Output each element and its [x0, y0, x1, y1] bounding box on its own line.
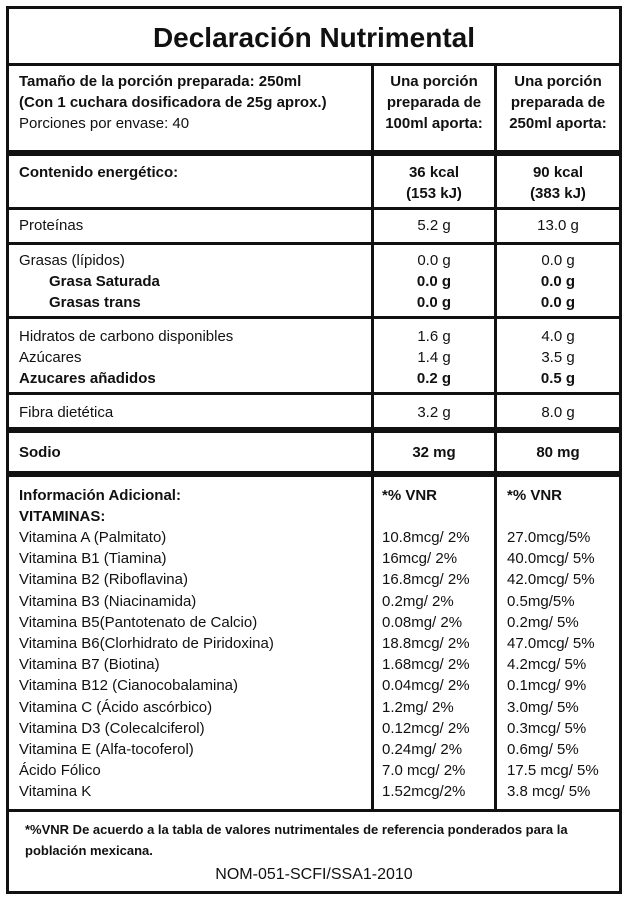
- vitamin-col1: 18.8mcg/ 2%: [382, 635, 470, 652]
- divider: [9, 427, 619, 433]
- sugars-col2: 3.5 g: [541, 349, 575, 366]
- vitamin-label: Vitamina B6(Clorhidrato de Piridoxina): [19, 635, 274, 652]
- protein-col2: 13.0 g: [537, 217, 579, 234]
- added-sugars-col1: 0.2 g: [416, 370, 452, 387]
- trans-fat-col1: 0.0 g: [416, 294, 452, 311]
- carbs-col1: 1.6 g: [417, 328, 451, 345]
- vitamin-label: Vitamina B7 (Biotina): [19, 656, 160, 673]
- vitamin-label: Vitamina K: [19, 783, 92, 800]
- vitamin-label: Vitamina E (Alfa-tocoferol): [19, 741, 194, 758]
- serving-size: Tamaño de la porción preparada: 250ml: [19, 73, 302, 90]
- vitamin-col1: 1.52mcg/2%: [382, 783, 466, 800]
- vitamin-col2: 17.5 mcg/ 5%: [507, 762, 599, 779]
- vitamin-col1: 1.2mg/ 2%: [382, 699, 454, 716]
- divider: [9, 471, 619, 477]
- vitamin-label: Vitamina A (Palmitato): [19, 529, 167, 546]
- vnr-col2-header: *% VNR: [507, 487, 563, 504]
- serving-note: (Con 1 cuchara dosificadora de 25g aprox.): [19, 94, 327, 111]
- vitamin-col1: 0.12mcg/ 2%: [382, 720, 470, 737]
- vitamin-label: Ácido Fólico: [19, 762, 101, 779]
- vitamin-label: Vitamina B12 (Cianocobalamina): [19, 677, 239, 694]
- sodium-col1: 32 mg: [412, 444, 456, 461]
- sugars-col1: 1.4 g: [417, 349, 451, 366]
- energy-col2-kcal: 90 kcal: [532, 164, 584, 181]
- fiber-col1: 3.2 g: [417, 404, 451, 421]
- energy-label: Contenido energético:: [19, 164, 179, 181]
- vitamin-col1: 0.24mg/ 2%: [382, 741, 463, 758]
- trans-fat-label: Grasas trans: [49, 294, 141, 311]
- vitamin-col1: 16mcg/ 2%: [382, 550, 458, 567]
- vitamin-col2: 42.0mcg/ 5%: [507, 571, 595, 588]
- vitamin-col2: 27.0mcg/5%: [507, 529, 591, 546]
- vitamin-col2: 0.1mcg/ 9%: [507, 677, 587, 694]
- protein-label: Proteínas: [19, 217, 84, 234]
- vitamin-col1: 10.8mcg/ 2%: [382, 529, 470, 546]
- vitamin-label: Vitamina B5(Pantotenato de Calcio): [19, 614, 258, 631]
- divider: [9, 242, 619, 245]
- sodium-col2: 80 mg: [536, 444, 580, 461]
- divider: [9, 150, 619, 156]
- vitamin-label: Vitamina B2 (Riboflavina): [19, 571, 188, 588]
- vnr-col1-header: *% VNR: [382, 487, 438, 504]
- trans-fat-col2: 0.0 g: [540, 294, 576, 311]
- vitamin-col1: 0.04mcg/ 2%: [382, 677, 470, 694]
- saturated-fat-col1: 0.0 g: [416, 273, 452, 290]
- vitamin-col2: 47.0mcg/ 5%: [507, 635, 595, 652]
- sugars-label: Azúcares: [19, 349, 82, 366]
- vitamin-col1: 0.2mg/ 2%: [382, 593, 454, 610]
- saturated-fat-label: Grasa Saturada: [49, 273, 160, 290]
- vitamin-label: Vitamina B3 (Niacinamida): [19, 593, 197, 610]
- energy-col2-kj: (383 kJ): [530, 185, 586, 202]
- vitamin-col2: 4.2mcg/ 5%: [507, 656, 587, 673]
- energy-col1-kj: (153 kJ): [406, 185, 462, 202]
- vitamins-label: VITAMINAS:: [19, 508, 106, 525]
- fiber-col2: 8.0 g: [541, 404, 575, 421]
- vitamin-col1: 16.8mcg/ 2%: [382, 571, 470, 588]
- col1-header-line2: preparada de: [386, 94, 482, 111]
- fat-label: Grasas (lípidos): [19, 252, 125, 269]
- col1-header-line1: Una porción: [390, 73, 478, 90]
- standard-reference: NOM-051-SCFI/SSA1-2010: [215, 866, 413, 883]
- sodium-label: Sodio: [19, 444, 61, 461]
- vitamin-col2: 0.6mg/ 5%: [507, 741, 579, 758]
- vitamin-col2: 0.2mg/ 5%: [507, 614, 579, 631]
- added-sugars-label: Azucares añadidos: [19, 370, 156, 387]
- fat-col1: 0.0 g: [417, 252, 451, 269]
- col2-header-line1: Una porción: [514, 73, 602, 90]
- divider: [9, 207, 619, 210]
- nutrition-facts-panel: [6, 6, 622, 894]
- col2-header-line3: 250ml aporta:: [509, 115, 607, 132]
- fat-col2: 0.0 g: [541, 252, 575, 269]
- col1-header-line3: 100ml aporta:: [385, 115, 483, 132]
- carbs-col2: 4.0 g: [541, 328, 575, 345]
- protein-col1: 5.2 g: [417, 217, 451, 234]
- divider: [9, 63, 619, 66]
- vitamin-col2: 0.5mg/5%: [507, 593, 575, 610]
- vitamin-label: Vitamina C (Ácido ascórbico): [19, 699, 213, 716]
- vitamin-col1: 1.68mcg/ 2%: [382, 656, 470, 673]
- vitamin-col2: 0.3mcg/ 5%: [507, 720, 587, 737]
- footnote: *%VNR De acuerdo a la tabla de valores nutrimentales de referencia ponderados para la población mexicana.: [25, 822, 568, 858]
- vitamin-label: Vitamina D3 (Colecalciferol): [19, 720, 205, 737]
- vitamin-col2: 40.0mcg/ 5%: [507, 550, 595, 567]
- saturated-fat-col2: 0.0 g: [540, 273, 576, 290]
- servings-per-container: Porciones por envase: 40: [19, 115, 190, 132]
- divider: [9, 316, 619, 319]
- added-sugars-col2: 0.5 g: [540, 370, 576, 387]
- divider: [9, 392, 619, 395]
- col2-header-line2: preparada de: [510, 94, 606, 111]
- vitamin-label: Vitamina B1 (Tiamina): [19, 550, 167, 567]
- energy-col1-kcal: 36 kcal: [408, 164, 460, 181]
- panel-title: Declaración Nutrimental: [152, 22, 476, 53]
- additional-info-label: Información Adicional:: [19, 487, 181, 504]
- divider: [9, 809, 619, 812]
- vitamin-col1: 0.08mg/ 2%: [382, 614, 463, 631]
- vitamin-col1: 7.0 mcg/ 2%: [382, 762, 466, 779]
- vitamin-col2: 3.8 mcg/ 5%: [507, 783, 591, 800]
- carbs-label: Hidratos de carbono disponibles: [19, 328, 234, 345]
- fiber-label: Fibra dietética: [19, 404, 114, 421]
- vitamin-col2: 3.0mg/ 5%: [507, 699, 579, 716]
